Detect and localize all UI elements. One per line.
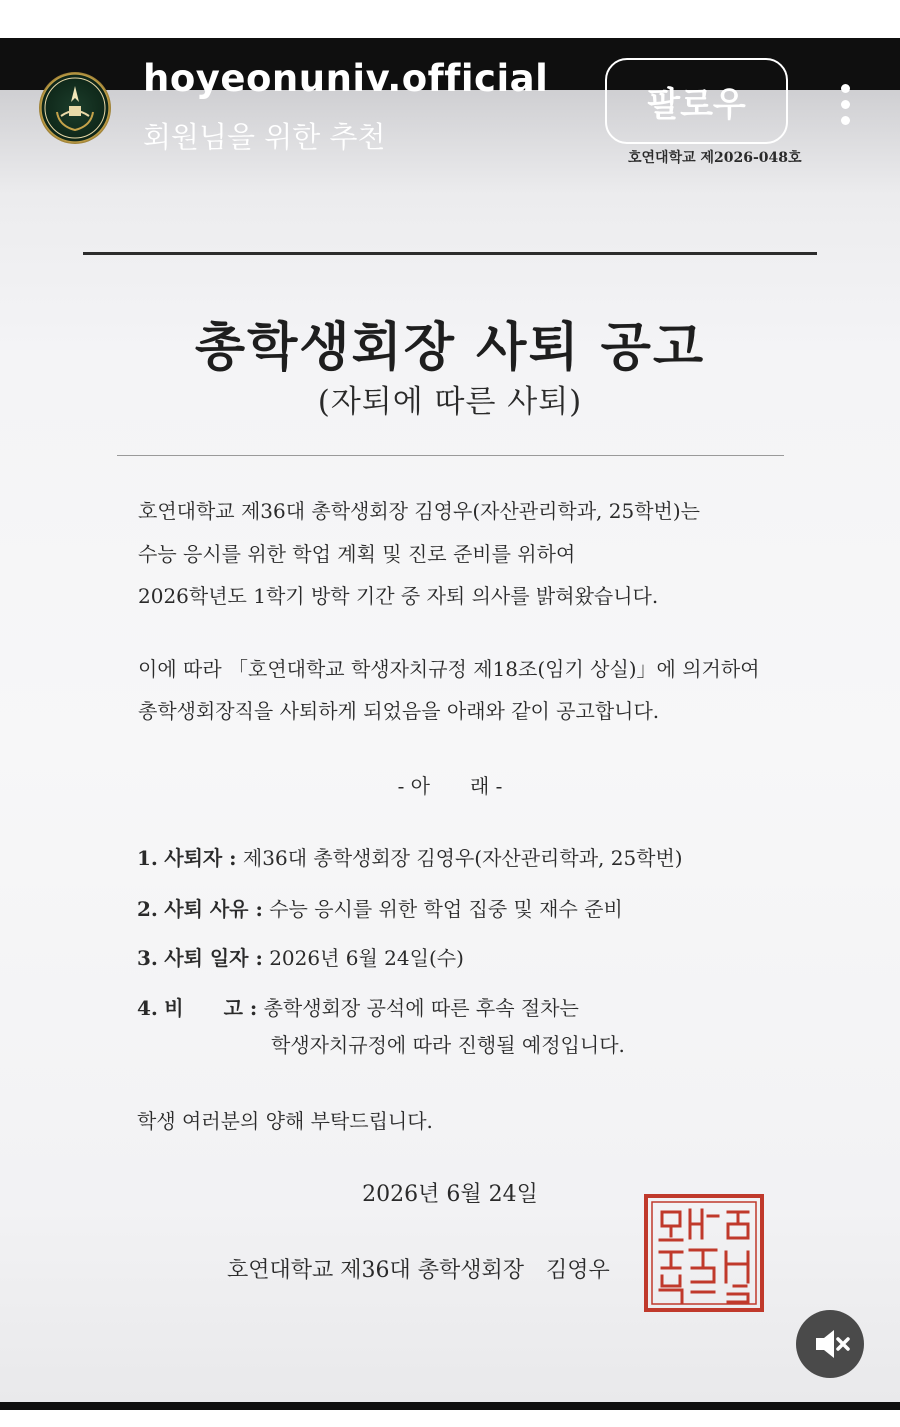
item-continuation: 학생자치규정에 따라 진행될 예정입니다. (271, 1033, 625, 1057)
item-value: 제36대 총학생회장 김영우(자산관리학과, 25학번) (242, 846, 683, 870)
announcement-date: 2026년 6월 24일 (362, 1182, 538, 1207)
signature-line: 호연대학교 제36대 총학생회장 김영우 (227, 1258, 610, 1283)
item-value: 수능 응시를 위한 학업 집중 및 재수 준비 (269, 897, 623, 921)
body-line: 호연대학교 제36대 총학생회장 김영우(자산관리학과, 25학번)는 (138, 499, 700, 523)
item-value: 2026년 6월 24일(수) (269, 946, 464, 970)
item-label: 사퇴자 : (164, 846, 237, 870)
university-emblem-icon[interactable] (39, 72, 111, 144)
document-divider (117, 455, 784, 456)
item-number: 3. (137, 946, 158, 970)
body-line: 이에 따라 「호연대학교 학생자치규정 제18조(임기 상실)」에 의거하여 (138, 657, 760, 681)
document-title: 총학생회장 사퇴 공고 (194, 317, 706, 378)
document-number: 호연대학교 제2026-048호 (628, 150, 802, 166)
item-label: 사퇴 일자 : (164, 946, 263, 970)
bottom-area (0, 1410, 900, 1427)
list-item (137, 842, 683, 871)
item-label: 비 고 : (164, 996, 258, 1020)
list-item (137, 992, 579, 1021)
item-number: 2. (137, 897, 158, 921)
more-vertical-icon[interactable] (830, 82, 860, 126)
body-line: 2026학년도 1학기 방학 기간 중 자퇴 의사를 밝혀왔습니다. (138, 584, 659, 608)
body-line: 총학생회장직을 사퇴하게 되었음을 아래와 같이 공고합니다. (138, 699, 660, 723)
document-subtitle: (자퇴에 따른 사퇴) (317, 384, 583, 420)
status-bar-area (0, 0, 900, 38)
item-number: 1. (137, 846, 158, 870)
list-item (137, 893, 623, 922)
item-label: 사퇴 사유 : (164, 897, 263, 921)
recommendation-label: 회원님을 위한 추천 (143, 120, 386, 154)
body-line: 수능 응시를 위한 학업 계획 및 진로 준비를 위하여 (138, 542, 576, 566)
account-name[interactable]: hoyeonuniv.official (143, 57, 549, 100)
closing-line: 학생 여러분의 양해 부탁드립니다. (137, 1109, 433, 1133)
list-item (137, 942, 464, 971)
official-seal-icon (644, 1194, 764, 1312)
item-number: 4. (137, 996, 158, 1020)
document-top-rule (83, 252, 817, 255)
below-label: - 아 래 - (397, 774, 503, 798)
follow-button[interactable]: 팔로우 (605, 58, 788, 144)
speaker-muted-icon[interactable] (796, 1310, 864, 1378)
item-value: 총학생회장 공석에 따른 후속 절차는 (263, 996, 579, 1020)
